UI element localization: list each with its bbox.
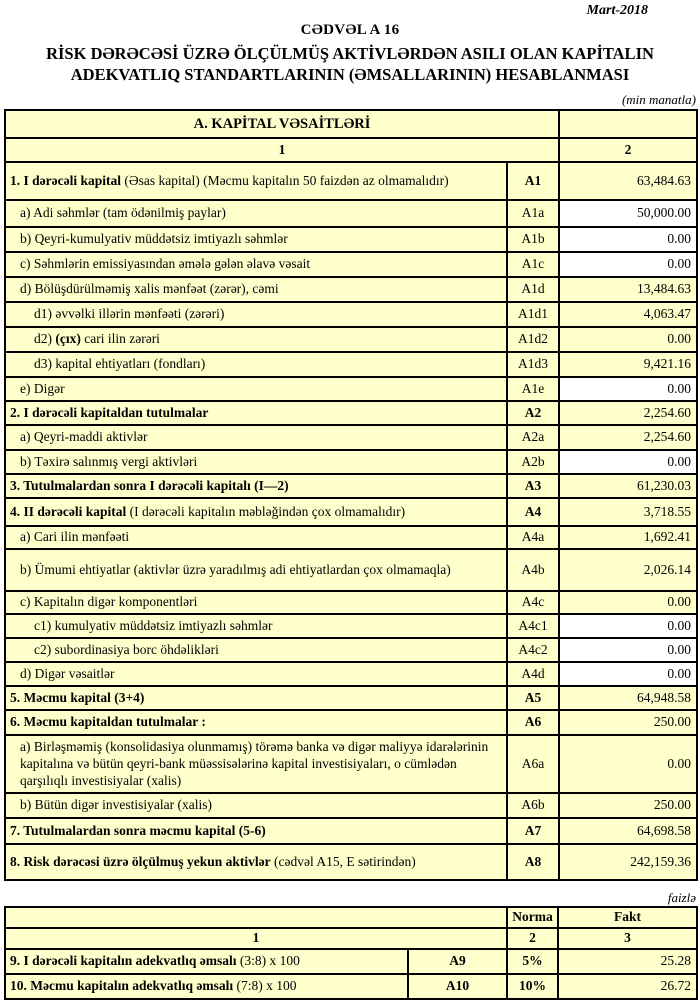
capital-row-A2b (5, 450, 697, 474)
capital-row-code-A1b: A1b (507, 227, 559, 252)
capital-row-A4 (5, 498, 697, 526)
capital-row-code-A5: A5 (507, 686, 559, 710)
capital-row-value-A4c: 0.00 (559, 591, 697, 614)
capital-row-value-A1: 63,484.63 (559, 162, 697, 200)
capital-row-code-A7: A7 (507, 818, 559, 844)
capital-row-code-A1a: A1a (507, 200, 559, 227)
capital-row-label-A5: 5. Məcmu kapital (3+4) (5, 686, 507, 710)
capital-row-code-A2: A2 (507, 401, 559, 425)
capital-row-value-A4b: 2,026.14 (559, 549, 697, 591)
capital-row-value-A4a: 1,692.41 (559, 526, 697, 549)
capital-row-A1d2 (5, 327, 697, 352)
capital-row-label-A1e: e) Digər (5, 377, 507, 401)
capital-row-code-A2a: A2a (507, 425, 559, 450)
capital-row-A4c2 (5, 638, 697, 662)
ratio-table-header-row (5, 907, 697, 928)
capital-row-label-A1: 1. I dərəcəli kapital (Əsas kapital) (Məcmu kapitalın 50 faizdən az olmamalıdır) (5, 162, 507, 200)
ratio-table-colnum-row (5, 928, 697, 949)
table-code-title: CƏDVƏL A 16 (300, 22, 400, 38)
capital-row-label-A6b: b) Bütün digər investisiyalar (xalis) (5, 793, 507, 818)
ratio-table-colnum-3: 3 (558, 928, 697, 949)
ratio-table-fakt-header: Fakt (558, 907, 697, 928)
page-title (0, 43, 700, 85)
capital-row-label-A1c: c) Səhmlərin emissiyasından əmələ gələn əlavə vəsait (5, 252, 507, 277)
capital-row-label-A4d: d) Digər vəsaitlər (5, 662, 507, 686)
capital-row-value-A1d2: 0.00 (559, 327, 697, 352)
capital-row-A1d3 (5, 352, 697, 377)
capital-row-value-A1a: 50,000.00 (559, 200, 697, 227)
capital-row-label-A2: 2. I dərəcəli kapitaldan tutulmalar (5, 401, 507, 425)
capital-row-label-A4: 4. II dərəcəli kapital (I dərəcəli kapitalın məbləğindən çox olmamalıdır) (5, 498, 507, 526)
capital-row-A5 (5, 686, 697, 710)
ratio-row-code-A9: A9 (408, 949, 507, 974)
capital-row-code-A1d1: A1d1 (507, 302, 559, 327)
capital-row-code-A6: A6 (507, 710, 559, 735)
capital-row-code-A4d: A4d (507, 662, 559, 686)
capital-row-label-A1a: a) Adi səhmlər (tam ödənilmiş paylar) (5, 200, 507, 227)
capital-row-label-A4c: c) Kapitalın digər komponentləri (5, 591, 507, 614)
ratio-table-colnum-1: 1 (5, 928, 507, 949)
capital-row-code-A2b: A2b (507, 450, 559, 474)
capital-row-label-A1d1: d1) əvvəlki illərin mənfəəti (zərəri) (5, 302, 507, 327)
capital-row-A2 (5, 401, 697, 425)
capital-row-value-A6b: 250.00 (559, 793, 697, 818)
capital-row-value-A3: 61,230.03 (559, 474, 697, 498)
ratio-table (4, 906, 698, 1000)
capital-row-label-A1b: b) Qeyri-kumulyativ müddətsiz imtiyazlı səhmlər (5, 227, 507, 252)
ratio-row-norma-A9: 5% (507, 949, 558, 974)
capital-row-A8 (5, 844, 697, 880)
unit-note-faizle: faizlə (667, 890, 696, 906)
capital-row-A1d1 (5, 302, 697, 327)
capital-row-A4c (5, 591, 697, 614)
ratio-row-label-A10: 10. Məcmu kapitalın adekvatlıq əmsalı (7:8) x 100 (5, 974, 408, 999)
capital-table (4, 109, 698, 881)
capital-row-code-A4b: A4b (507, 549, 559, 591)
ratio-table-colnum-2: 2 (507, 928, 558, 949)
capital-row-value-A1d1: 4,063.47 (559, 302, 697, 327)
capital-row-A6 (5, 710, 697, 735)
ratio-row-fakt-A9: 25.28 (558, 949, 697, 974)
ratio-table-header-empty (5, 907, 507, 928)
capital-row-code-A1: A1 (507, 162, 559, 200)
capital-row-label-A1d: d) Bölüşdürülməmiş xalis mənfəət (zərər), cəmi (5, 277, 507, 302)
capital-row-value-A1c: 0.00 (559, 252, 697, 277)
ratio-row-label-A9: 9. I dərəcəli kapitalın adekvatlıq əmsalı (3:8) x 100 (5, 949, 408, 974)
capital-row-code-A1d3: A1d3 (507, 352, 559, 377)
capital-row-value-A5: 64,948.58 (559, 686, 697, 710)
capital-row-value-A2b: 0.00 (559, 450, 697, 474)
report-date: Mart-2018 (586, 3, 648, 18)
capital-row-code-A1d: A1d (507, 277, 559, 302)
capital-row-label-A4b: b) Ümumi ehtiyatlar (aktivlər üzrə yaradılmış adi ehtiyatlardan çox olmamaqla) (5, 549, 507, 591)
capital-row-value-A1d3: 9,421.16 (559, 352, 697, 377)
capital-row-value-A6a: 0.00 (559, 735, 697, 793)
capital-row-A6b (5, 793, 697, 818)
capital-row-A4a (5, 526, 697, 549)
capital-row-A6a (5, 735, 697, 793)
capital-table-colnum-1: 1 (5, 138, 559, 162)
capital-row-label-A1d2: d2) (çıx) cari ilin zərəri (5, 327, 507, 352)
ratio-row-norma-A10: 10% (507, 974, 558, 999)
ratio-table-norma-header: Norma (507, 907, 558, 928)
page-title-line2: ADEKVATLIQ STANDARTLARININ (ƏMSALLARININ) HESABLANMASI (70, 65, 630, 85)
capital-row-value-A4: 3,718.55 (559, 498, 697, 526)
capital-table-section-header: A. KAPİTAL VƏSAİTLƏRİ (5, 110, 559, 138)
capital-row-value-A7: 64,698.58 (559, 818, 697, 844)
capital-row-label-A3: 3. Tutulmalardan sonra I dərəcəli kapitalı (I—2) (5, 474, 507, 498)
capital-table-colnum-2: 2 (559, 138, 697, 162)
capital-row-value-A8: 242,159.36 (559, 844, 697, 880)
capital-row-label-A4c2: c2) subordinasiya borc öhdəlikləri (5, 638, 507, 662)
capital-row-A1 (5, 162, 697, 200)
capital-row-code-A8: A8 (507, 844, 559, 880)
capital-row-A1c (5, 252, 697, 277)
capital-row-A1b (5, 227, 697, 252)
capital-row-code-A4c: A4c (507, 591, 559, 614)
page-title-line1: RİSK DƏRƏCƏSİ ÜZRƏ ÖLÇÜLMÜŞ AKTİVLƏRDƏN ASILI OLAN KAPİTALIN (46, 44, 654, 63)
capital-row-label-A7: 7. Tutulmalardan sonra məcmu kapital (5-6) (5, 818, 507, 844)
capital-row-code-A4: A4 (507, 498, 559, 526)
capital-row-value-A6: 250.00 (559, 710, 697, 735)
ratio-row-fakt-A10: 26.72 (558, 974, 697, 999)
ratio-row-A9 (5, 949, 697, 974)
capital-row-value-A4c1: 0.00 (559, 614, 697, 638)
capital-row-value-A4d: 0.00 (559, 662, 697, 686)
capital-row-A4d (5, 662, 697, 686)
capital-row-A4c1 (5, 614, 697, 638)
capital-row-label-A6: 6. Məcmu kapitaldan tutulmalar : (5, 710, 507, 735)
capital-row-value-A1d: 13,484.63 (559, 277, 697, 302)
capital-row-value-A2a: 2,254.60 (559, 425, 697, 450)
capital-row-code-A6b: A6b (507, 793, 559, 818)
capital-row-value-A1b: 0.00 (559, 227, 697, 252)
capital-row-A1a (5, 200, 697, 227)
capital-row-A2a (5, 425, 697, 450)
capital-table-colnum-row (5, 138, 697, 162)
capital-row-A1d (5, 277, 697, 302)
capital-row-code-A6a: A6a (507, 735, 559, 793)
capital-row-code-A1e: A1e (507, 377, 559, 401)
ratio-row-code-A10: A10 (408, 974, 507, 999)
unit-note-min-manatla: (min manatla) (621, 92, 696, 108)
capital-row-A1e (5, 377, 697, 401)
capital-row-A3 (5, 474, 697, 498)
capital-row-code-A1d2: A1d2 (507, 327, 559, 352)
capital-row-label-A2b: b) Təxirə salınmış vergi aktivləri (5, 450, 507, 474)
capital-row-code-A4c2: A4c2 (507, 638, 559, 662)
capital-row-value-A1e: 0.00 (559, 377, 697, 401)
capital-row-code-A3: A3 (507, 474, 559, 498)
capital-row-label-A1d3: d3) kapital ehtiyatları (fondları) (5, 352, 507, 377)
capital-row-code-A1c: A1c (507, 252, 559, 277)
ratio-row-A10 (5, 974, 697, 999)
capital-row-code-A4a: A4a (507, 526, 559, 549)
capital-row-label-A4a: a) Cari ilin mənfəəti (5, 526, 507, 549)
capital-row-A4b (5, 549, 697, 591)
capital-row-label-A8: 8. Risk dərəcəsi üzrə ölçülmuş yekun aktivlər (cədvəl A15, E sətirindən) (5, 844, 507, 880)
capital-row-label-A4c1: c1) kumulyativ müddətsiz imtiyazlı səhmlər (5, 614, 507, 638)
capital-row-code-A4c1: A4c1 (507, 614, 559, 638)
capital-row-A7 (5, 818, 697, 844)
capital-table-section-row (5, 110, 697, 138)
capital-row-value-A4c2: 0.00 (559, 638, 697, 662)
capital-table-section-header-empty (559, 110, 697, 138)
capital-row-label-A2a: a) Qeyri-maddi aktivlər (5, 425, 507, 450)
capital-row-value-A2: 2,254.60 (559, 401, 697, 425)
capital-row-label-A6a: a) Birləşməmiş (konsolidasiya olunmamış) törəmə banka və digər maliyyə idarələrinin kapitalına və bütün qeyri-bank müəssisələrinə kapital investisiyaları, o cümlədən qarşılıqlı investisiyalar (xalis) (5, 735, 507, 793)
